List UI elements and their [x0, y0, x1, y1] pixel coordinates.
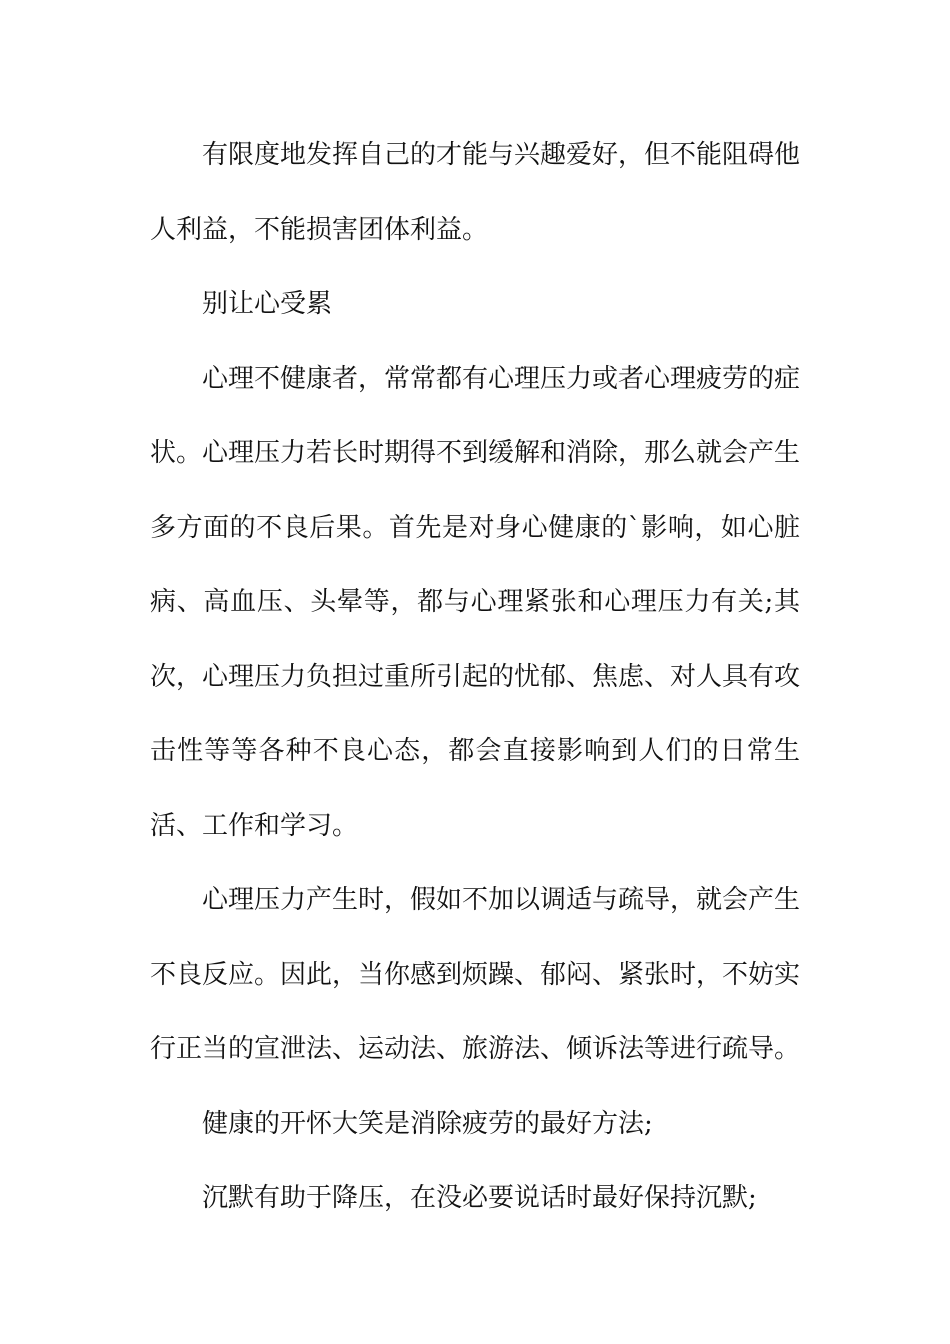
- document-body: [150, 118, 800, 1236]
- section-heading: 别让心受累: [202, 289, 333, 319]
- paragraph-3: 心理不健康者，常常都有心理压力或者心理疲劳的症状。心理压力若长时期得不到缓解和消除，那么就会产生多方面的不良后果。首先是对身心健康的`影响，如心脏病、高血压、头晕等，都与心理紧张和心理压力有关;其次，心理压力负担过重所引起的忧郁、焦虑、对人具有攻击性等等各种不良心态，都会直接影响到人们的日常生活、工作和学习。: [150, 363, 801, 841]
- paragraph-5: 健康的开怀大笑是消除疲劳的最好方法;: [202, 1108, 653, 1139]
- paragraph-1: 有限度地发挥自己的才能与兴趣爱好，但不能阻碍他人利益，不能损害团体利益。: [150, 140, 801, 245]
- paragraph-6: 沉默有助于降压，在没必要说话时最好保持沉默;: [202, 1183, 757, 1213]
- paragraph-4: 心理压力产生时，假如不加以调适与疏导，就会产生不良反应。因此，当你感到烦躁、郁闷、紧张时，不妨实行正当的宣泄法、运动法、旅游法、倾诉法等进行疏导。: [150, 885, 801, 1064]
